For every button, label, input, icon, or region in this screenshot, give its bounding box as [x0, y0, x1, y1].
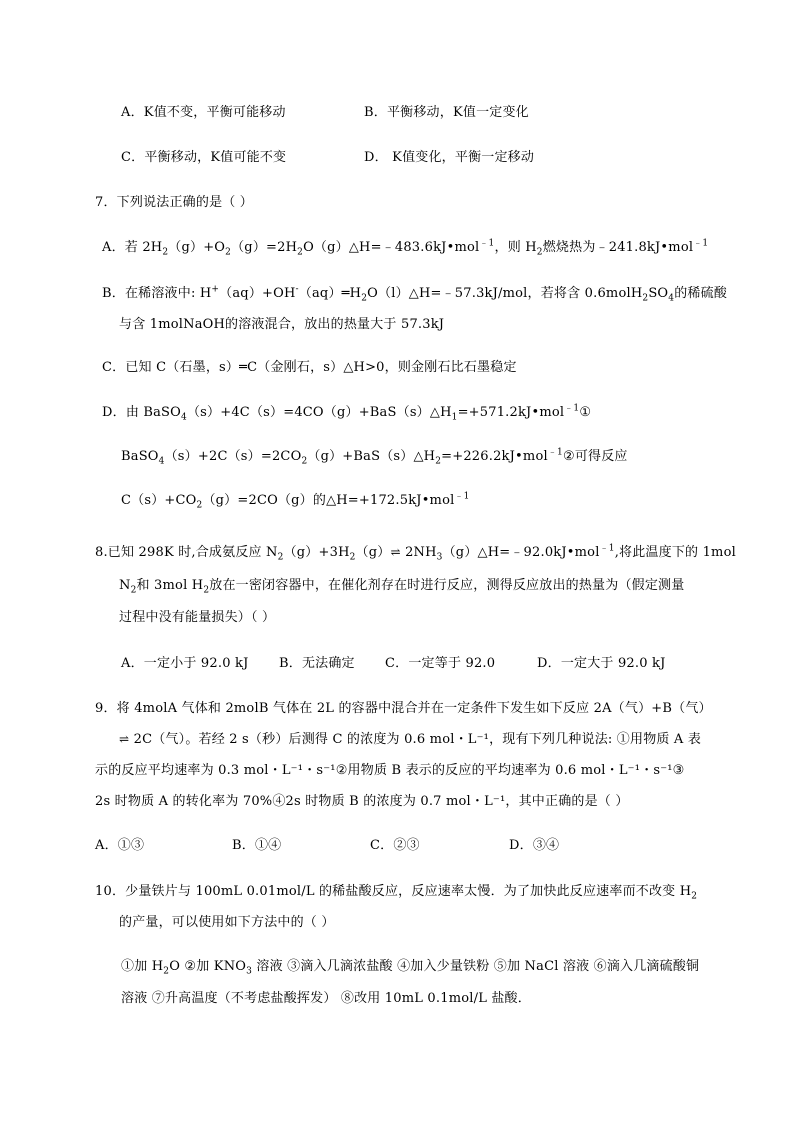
text: O（g）△H=﹣483.6kJ•mol	[303, 240, 480, 255]
text: C（s）+CO	[121, 493, 197, 508]
text: O ②加 KNO	[169, 959, 247, 974]
q9-stem-line1: 9．将 4molA 气体和 2molB 气体在 2L 的容器中混合并在一定条件下发生如下反应 2A（气）+B（气）	[95, 701, 712, 716]
q7-option-d-line3	[121, 489, 470, 511]
q8-stem-line3: 过程中没有能量损失）（ ）	[119, 610, 276, 625]
sup: +	[211, 284, 220, 295]
q10-methods-line1	[121, 955, 700, 977]
text: ，则 H	[494, 240, 537, 255]
equilibrium-arrow-icon: ⇌	[390, 545, 401, 559]
sub: 3	[246, 966, 253, 977]
text: =+226.2kJ•mol	[441, 449, 548, 464]
text: A．若 2H	[102, 240, 163, 255]
q8-option-b: B．无法确定	[279, 656, 355, 671]
sub: 3	[436, 552, 443, 563]
text: ②可得反应	[562, 449, 628, 464]
sub: 4	[158, 456, 165, 467]
text: ①加 H	[121, 959, 164, 974]
q9-stem-line3: 示的反应平均速率为 0.3 mol・L⁻¹・s⁻¹②用物质 B 表示的反应的平均速率为 0.6 mol・L⁻¹・s⁻¹③	[95, 763, 685, 778]
text: O（l）△H=﹣57.3kJ/mol，若将含 0.6molH	[367, 286, 643, 301]
text: D．由 BaSO	[102, 405, 182, 420]
q9-stem-line4: 2s 时物质 A 的转化率为 70%④2s 时物质 B 的浓度为 0.7 mol・L⁻¹，其中正确的是（ ）	[95, 794, 629, 809]
q8-stem-line1	[95, 541, 736, 563]
text: 放在一密闭容器中，在催化剂存在时进行反应，测得反应放出的热量为（假定测量	[209, 578, 685, 593]
text: N	[119, 578, 131, 593]
text: （g）+BaS（s）△H	[307, 449, 436, 464]
q7-option-d-line1	[102, 401, 592, 423]
sub: 2	[225, 247, 232, 258]
text: （g）△H=﹣92.0kJ•mol	[442, 545, 600, 560]
sub: 2	[349, 552, 356, 563]
sup: ﹣1	[693, 238, 709, 249]
q10-stem-line2: 的产量，可以使用如下方法中的（ ）	[119, 915, 335, 930]
q8-option-c: C．一定等于 92.0	[385, 656, 496, 671]
sub: 2	[435, 456, 442, 467]
q9-option-a: A．①③	[95, 838, 145, 853]
sub: 2	[301, 456, 308, 467]
q7-option-a	[102, 236, 709, 258]
q10-methods-line2: 溶液 ⑦升高温度（不考虑盐酸挥发） ⑧改用 10mL 0.1mol/L 盐酸．	[121, 991, 531, 1006]
text: （g）=2CO（g）的△H=+172.5kJ•mol	[202, 493, 455, 508]
q10-stem-line1	[95, 880, 698, 902]
sub: 2	[162, 247, 169, 258]
text: （g）	[355, 545, 391, 560]
q8-option-a: A．一定小于 92.0 kJ	[121, 656, 249, 671]
sub: 2	[536, 247, 543, 258]
text: SO	[648, 286, 669, 301]
q6-option-d: D． K值变化，平衡一定移动	[364, 150, 535, 165]
text: （s）+2C（s）=2CO	[164, 449, 302, 464]
text: （aq）+OH	[219, 286, 296, 301]
sub: 2	[163, 966, 170, 977]
text: （aq）═H	[298, 286, 362, 301]
sup: ﹣1	[599, 543, 615, 554]
sub: 2	[130, 585, 137, 596]
q9-stem-line2	[119, 728, 701, 747]
text: 2NH	[400, 545, 437, 560]
q8-option-d: D．一定大于 92.0 kJ	[537, 656, 666, 671]
text: 10．少量铁片与 100mL 0.01mol/L 的稀盐酸反应，反应速率太慢．为了加快此反应速率而不改变 H	[95, 884, 692, 899]
sub: 2	[203, 585, 210, 596]
sub: 2	[361, 293, 368, 304]
text: （g）+O	[168, 240, 226, 255]
text: 8.已知 298K 时,合成氨反应 N	[95, 545, 278, 560]
text: （g）+3H	[283, 545, 350, 560]
text: =+571.2kJ•mol	[457, 405, 565, 420]
sub: 2	[297, 247, 304, 258]
text: B．在稀溶液中: H	[102, 286, 212, 301]
equilibrium-arrow-icon: ⇌	[119, 732, 130, 746]
sub: 4	[181, 412, 187, 423]
text: BaSO	[121, 449, 159, 464]
q7-option-c: C．已知 C（石墨，s）═C（金刚石，s）△H>0，则金刚石比石墨稳定	[102, 360, 517, 375]
text: 2C（气）。若经 2 s（秒）后测得 C 的浓度为 0.6 mol・L⁻¹，现有下列几种说法: ①用物质 A 表	[129, 732, 702, 747]
sub: 2	[277, 552, 284, 563]
q6-option-a: A．K值不变，平衡可能移动	[121, 105, 286, 120]
q7-option-b-line2: 与含 1molNaOH的溶液混合，放出的热量大于 57.3kJ	[119, 317, 445, 332]
text: ,将此温度下的 1mol	[614, 545, 736, 560]
sup: -	[295, 284, 299, 295]
q9-option-c: C．②③	[370, 838, 420, 853]
q6-option-b: B．平衡移动，K值一定变化	[364, 105, 529, 120]
text: ①	[579, 405, 592, 420]
sub: 2	[691, 891, 698, 902]
text: 和 3mol H	[136, 578, 204, 593]
text: 溶液 ③滴入几滴浓盐酸 ④加入少量铁粉 ⑤加 NaCl 溶液 ⑥滴入几滴硫酸铜	[252, 959, 700, 974]
q8-stem-line2	[119, 574, 685, 596]
q6-option-c: C．平衡移动，K值可能不变	[121, 150, 287, 165]
sub: 2	[642, 293, 649, 304]
sub: 1	[451, 412, 458, 423]
q9-option-b: B．①④	[232, 838, 282, 853]
sup: ﹣1	[547, 447, 563, 458]
sub: 2	[196, 500, 203, 511]
q7-option-d-line2	[121, 445, 628, 467]
q7-stem: 7．下列说法正确的是（ ）	[95, 195, 254, 210]
text: （s）+4C（s）=4CO（g）+BaS（s）△H	[186, 405, 452, 420]
sup: ﹣1	[479, 238, 495, 249]
sup: ﹣1	[564, 403, 580, 414]
text: 燃烧热为﹣241.8kJ•mol	[542, 240, 694, 255]
q9-option-d: D．③④	[509, 838, 560, 853]
text: 的稀硫酸	[674, 286, 728, 301]
sup: ﹣1	[454, 491, 470, 502]
text: （g）=2H	[231, 240, 298, 255]
sub: 4	[668, 293, 675, 304]
q7-option-b-line1	[102, 282, 728, 304]
